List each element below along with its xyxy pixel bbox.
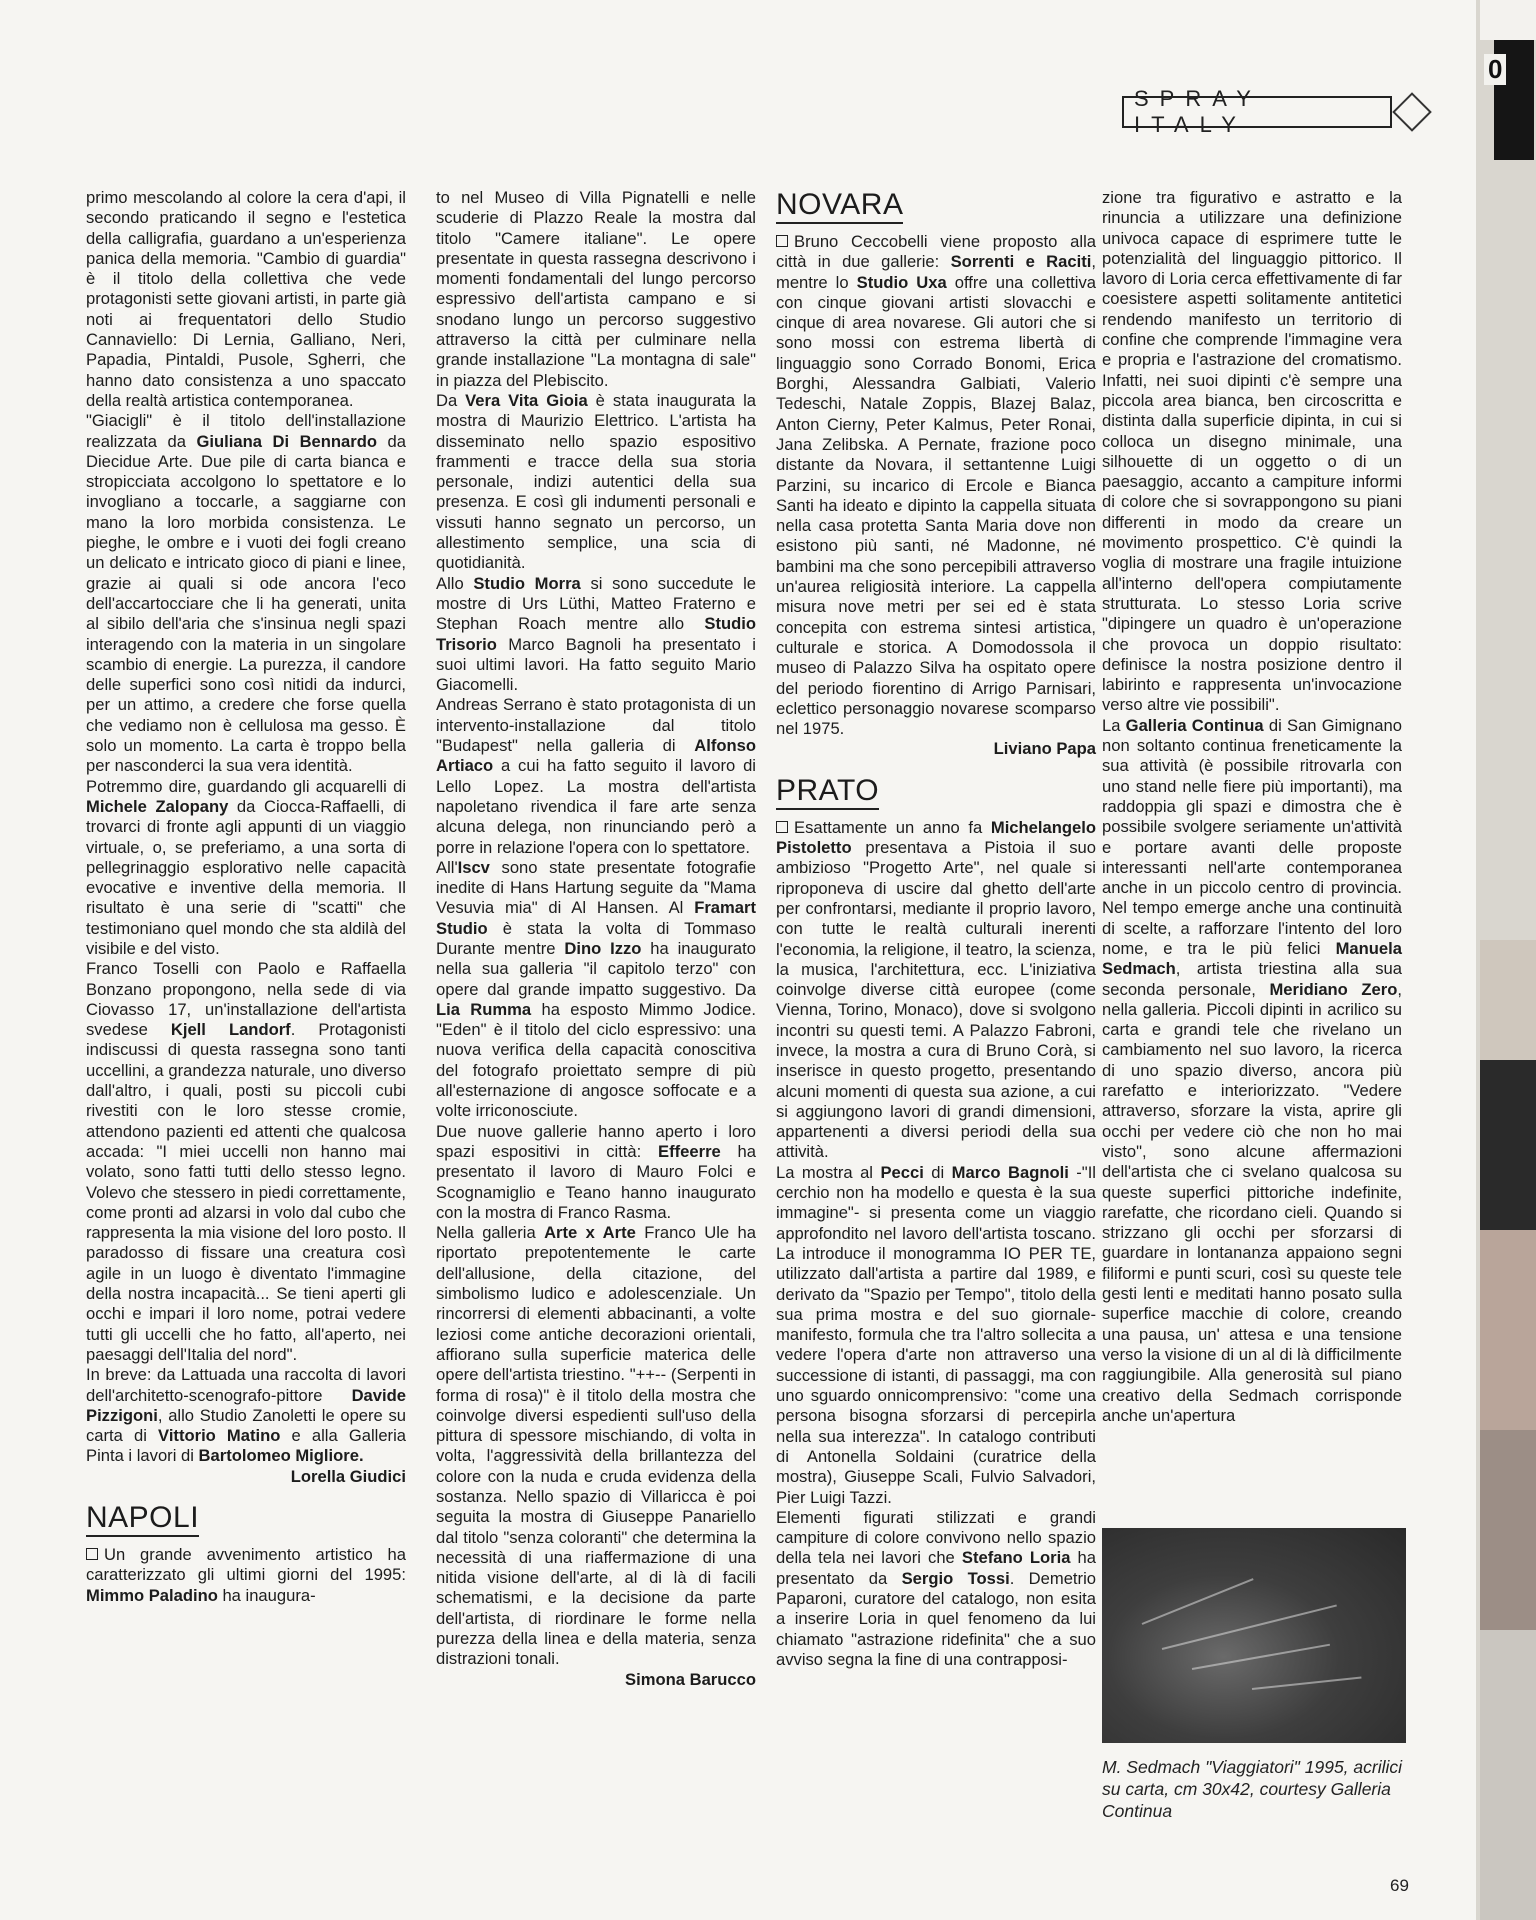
diamond-ornament-icon: [1392, 92, 1432, 132]
col2-paragraph-5: All'Iscv sono state presentate fotografie inedite di Hans Hartung seguite da "Mama Vesuvia mia" di Al Hansen. Al Framart Studio è stata la volta di Tommaso Durante mentre Dino Izzo ha inaugurato nella sua galleria "il capitolo terzo" con opere dal grande impatto suggestivo. Da Lia Rumma ha esposto Mimmo Jodice. "Eden" è il titolo del ciclo espressivo: una nuova verifica della capacità conoscitiva del fotografo proiettato sempre di più all'esternazione di angosce soffocate e a volte irriconosciute.: [436, 857, 757, 1121]
author-signature: Lorella Giudici: [290, 1466, 406, 1486]
col1-paragraph-2: "Giacigli" è il titolo dell'installazione realizzata da Giuliana Di Bennardo da Diecidue Arte. Due pile di carta bianca e stropicciata accolgono lo spettatore e lo invogliano a toccarle, a saggiarne con mano la loro morbida consistenza. Le pieghe, le ombre e i vuoti dei fogli creano un delicato e intricato gioco di piani e linee, grazie ai quali si ode ancora l'eco dell'accartocciare che li ha generati, unita al sibilo dell'aria che s'insinua negli spazi interagendo con la materia in un singolare scambio di energie. La purezza, il candore delle superfici sono così nitidi da indurci, per un attimo, a credere che forse quella che vediamo non è cellulosa ma gesso. È solo un momento. La carta è troppo bella per nasconderci la sua vera identità.: [86, 411, 406, 776]
col4-paragraph-2: La Galleria Continua di San Gimignano non soltanto continua freneticamente la sua attività (è possibile ritrovarla con uno stand nelle fiere più importanti), ma raddoppia gli spazi e dimostra che è possibile svolgere seriamente un'attività e portare avanti delle proposte interessanti nell'arte contemporanea anche in un piccolo centro di provincia. Nel tempo emerge anche una continuità di scelte, a rafforzare l'intento del loro nome, e tra le più felici Manuela Sedmach, artista triestina alla sua seconda personale, Meridiano Zero, nella galleria. Piccoli dipinti in acrilico su carta e grandi tele che rivelano un cambiamento nel suo lavoro, la ricerca di uno spazio diverso, ancora più rarefatto e interiorizzato. "Vedere attraverso, sforzare la vista, aprire gli occhi per vedere ciò che non ho mai visto", sono alcune affermazioni dell'artista che ci svelano qualcosa su queste superfici pittoriche indefinite, rarefatte, che ricordano cieli. Quando si strizzano gli occhi per sforzarsi di guardare in lontananza appaiono segni filiformi e punti scuri, così su queste tele gesti lenti e meditati hanno posato sulla superfice macchie di colore, creando una pausa, un' attesa e una tensione verso la visione di un al di là difficilmente raggiungibile. Alla generosità sul piano creativo della Sedmach corrisponde anche un'apertura: [1102, 715, 1403, 1425]
col2-paragraph-3: Allo Studio Morra si sono succedute le mostre di Urs Lüthi, Matteo Fraterno e Stephan Roach mentre allo Studio Trisorio Marco Bagnoli ha presentato i suoi ultimi lavori. Ha fatto seguito Mario Giacomelli.: [436, 573, 757, 695]
author-signature: Simona Barucco: [625, 1669, 756, 1689]
col3-paragraph-4: Elementi figurati stilizzati e grandi campiture di colore convivono nello spazio della tela nei lavori che Stefano Loria ha presentato da Sergio Tossi. Demetrio Paparoni, curatore del catalogo, non esita a inserire Loria in quel fenomeno da lui chiamato "astrazione ridefinita" che a suo avviso segna la fine di una contrapposi-: [776, 1507, 1097, 1669]
column-3: [776, 176, 1096, 1670]
col2-paragraph-7: Nella galleria Arte x Arte Franco Ule ha riportato prepotentemente le carte dell'allusione, della citazione, del simbolismo ludico e adolescenziale. Un rincorrersi di elementi abbacinanti, a volte leziosi come antiche decorazioni orientali, affiorano sulla superficie materica delle opere dell'artista triestino. "++-- (Serpenti in forma di rosa)" è il titolo della mostra che coinvolge diversi espedienti sull'uso della pittura di spessore mischiando, di volta in volta, l'aggressività della brillantezza del colore con la nuda e cruda evidenza della sostanza. Nello spazio di Villaricca è poi seguita la mostra di Giuseppe Panariello dal titolo "senza coloranti" che determina la necessità di una riaffermazione di una nitida visione dell'arte, al di là di facili schematismi, e la decisione da parte dell'artista, di riordinare le forme nella purezza della linea e della materia, senza distrazioni tonali.: [436, 1223, 756, 1669]
col3-paragraph-1: Bruno Ceccobelli viene proposto alla città in due gallerie: Sorrenti e Raciti, mentre lo Studio Uxa offre una collettiva con cinque giovani artisti slovacchi e cinque di area novarese. Gli autori che si sono mossi con estrema libertà di linguaggio sono Corrado Bonomi, Erica Borghi, Alessandra Galbiati, Valerio Tedeschi, Natale Zoppis, Blazej Balaz, Anton Cierny, Peter Kalmus, Peter Ronai, Jana Zelibska. A Pernate, frazione poco distante da Novara, il settantenne Luigi Parzini, su incarico di Ercole e Bianca Santi ha ideato e dipinto la cappella situata nella casa protetta Santa Maria dove non esistono più santi, né Madonne, né bambini ma che sono percepibili attraverso un'aurea religiosità interiore. La cappella misura nove metri per sei ed è stata concepita con estrema sintesi artistica, culturale e storica. A Domodossola il museo di Palazzo Silva ha ospitato opere del periodo fiorentino di Arrigo Parnisari, eclettico personaggio novarese scomparso nel 1975.: [776, 232, 1096, 739]
col1-paragraph-1: primo mescolando al colore la cera d'api, il secondo praticando il segno e l'estetica della calligrafia, guardano a un'esperienza panica della memoria. "Cambio di guardia" è il titolo della collettiva che vede protagonisti sette giovani artisti, in parte già noti ai frequentatori dello Studio Cannaviello: Di Lernia, Galliano, Neri, Papadia, Pintaldi, Pusole, Sgherri, che hanno dato consistenza a uno spaccato della realtà artistica contemporanea.: [86, 188, 406, 410]
col3-paragraph-3: La mostra al Pecci di Marco Bagnoli -"Il cerchio non ha modello e questa è la sua immagine"- si presenta come un viaggio approfondito nel lavoro dell'artista toscano. La introduce il monogramma IO PER TE, utilizzato dall'artista a partire dal 1989, e derivato da "Spazio per Tempo", titolo della sua prima mostra e del suo giornale-manifesto, formula che tra l'altro sollecita a vedere l'opera d'arte non attraverso una successione di istanti, di passaggi, ma con uno sguardo onnicomprensivo: "come una persona bisogna sforzarsi di percepirla nella sua interezza". In catalogo contributi di Antonella Soldaini (curatrice della mostra), Giuseppe Scali, Fulvio Salvadori, Pier Luigi Tazzi.: [776, 1162, 1096, 1507]
col2-paragraph-2: Da Vera Vita Gioia è stata inaugurata la mostra di Maurizio Elettrico. L'artista ha disseminato nello spazio espositivo frammenti e tracce della sua storia personale, indizi autentici della sua presenza. E così gli indumenti personali e vissuti hanno segnato un percorso, un allestimento semplice, una scia di quotidianità.: [436, 390, 756, 573]
column-2: [436, 188, 756, 1690]
section-header: [1122, 86, 1392, 137]
section-title-prato: PRATO: [776, 776, 879, 810]
col2-paragraph-4: Andreas Serrano è stato protagonista di un intervento-installazione dal titolo "Budapest" nella galleria di Alfonso Artiaco a cui ha fatto seguito il lavoro di Lello Lopez. La mostra dell'artista napoletano rivendica il fare arte senza alcuna delega, non rinunciando però a porre in relazione l'opera con lo spettatore.: [436, 695, 756, 857]
artwork-photo: [1102, 1528, 1406, 1743]
col1-paragraph-6: Un grande avvenimento artistico ha caratterizzato gli ultimi giorni del 1995: Mimmo Paladino ha inaugura-: [86, 1545, 406, 1605]
bullet-square-icon: [776, 235, 788, 247]
col2-paragraph-6: Due nuove gallerie hanno aperto i loro spazi espositivi in città: Effeerre ha presentato il lavoro di Mauro Folci e Scognamiglio e Teano hanno inaugurato con la mostra di Franco Rasma.: [436, 1121, 756, 1222]
section-title-napoli: NAPOLI: [86, 1503, 199, 1537]
col3-paragraph-2: Esattamente un anno fa Michelangelo Pistoletto presentava a Pistoia il suo ambizioso "Progetto Arte", nel quale si riproponeva di uscire dal ghetto dell'arte per confrontarsi, mediante il proprio lavoro, con tutte le realtà culturali inerenti l'economia, la religione, il teatro, la scienza, la musica, l'architettura, ecc. L'iniziativa coinvolge diverse città europee (come Vienna, Torino, Monaco), dove si svolgono incontri su questi temi. A Palazzo Fabroni, invece, la mostra a cura di Bruno Corà, si inserisce in questo progetto, presentando alcuni momenti di questa sua azione, a cui si aggiungono lavori di grandi dimensioni, appartenenti a diversi periodi della sua attività.: [776, 817, 1096, 1162]
adjacent-page-fragment: 0: [1484, 54, 1506, 85]
column-4: [1102, 188, 1402, 1426]
page-number: 69: [1390, 1876, 1409, 1895]
section-title-novara: NOVARA: [776, 190, 903, 224]
author-signature: Liviano Papa: [993, 739, 1096, 759]
section-header-label: SPRAY ITALY: [1134, 86, 1262, 137]
bullet-square-icon: [86, 1548, 98, 1560]
col2-paragraph-1: to nel Museo di Villa Pignatelli e nelle scuderie di Plazzo Reale la mostra dal titolo "Camere italiane". Le opere presentate in questa rassegna descrivono i momenti fondamentali del lungo percorso espressivo dell'artista campano e si snodano lungo un percorso suggestivo attraverso la città per culminare nella grande installazione "La montagna di sale" in piazza del Plebiscito.: [436, 188, 756, 390]
photo-caption: M. Sedmach "Viaggiatori" 1995, acrilici su carta, cm 30x42, courtesy Galleria Continua: [1102, 1757, 1403, 1821]
col4-paragraph-1: zione tra figurativo e astratto e la rinuncia a utilizzare una definizione univoca capace di esprimere tutte le potenzialità del linguaggio pittorico. Il lavoro di Loria cerca effettivamente di far coesistere aspetti solitamente antitetici rendendo manifesto un territorio di confine che comprende l'immagine vera e propria e l'astrazione del cromatismo. Infatti, nei suoi dipinti c'è sempre una piccola area bianca, ben circoscritta e distinta dalla superficie dipinta, in cui si colloca un disegno minimale, una silhouette di un oggetto o di un paesaggio, accanto a campiture informi di colore che si sovrappongono su piani differenti in modo da creare un movimento prospettico. C'è quindi la voglia di mostrare una fragile intuizione all'interno dell'opera compiutamente strutturata. Lo stesso Loria scrive "dipingere un quadro è un'operazione che provoca un doppio risultato: definisce la nostra posizione dentro il labirinto e rappresenta un'invocazione verso altre vie possibili".: [1102, 188, 1402, 715]
adjacent-page-edge: [1476, 0, 1536, 1920]
col1-paragraph-5: In breve: da Lattuada una raccolta di lavori dell'architetto-scenografo-pittore Davide Pizzigoni, allo Studio Zanoletti le opere su carta di Vittorio Matino e alla Galleria Pinta i lavori di Bartolomeo Migliore.: [86, 1365, 406, 1466]
bullet-square-icon: [776, 821, 788, 833]
col1-paragraph-3: Potremmo dire, guardando gli acquarelli di Michele Zalopany da Ciocca-Raffaelli, di trovarci di fronte agli appunti di un viaggio virtuale, o, se preferiamo, a una sorta di pellegrinaggio esplorativo nelle capacità evocative e inventive della memoria. Il risultato è una serie di "scatti" che testimoniano quel mondo che sta aldilà del visibile e del visto.: [86, 776, 406, 958]
column-1: [86, 188, 406, 1606]
col1-paragraph-4: Franco Toselli con Paolo e Raffaella Bonzano propongono, nella sede di via Ciovasso 17, un'installazione dell'artista svedese Kjell Landorf. Protagonisti indiscussi di questa rassegna sono tanti uccellini, a grandezza naturale, uno diverso dall'altro, i quali, posti su piccoli cubi rivestiti con le loro stesse cromie, attendono pazienti ed attenti che qualcosa accada: "I miei uccelli non hanno mai volato, sono fatti tutti dello stesso legno. Volevo che stessero in piedi correttamente, come pronti ad alzarsi in volo dal cubo che rappresenta la mia visione del loro posto. Il paradosso di fissare una creatura così agile in un luogo è diventato l'immagine della nostra incapacità... Se tieni aperti gli occhi e impari il loro nome, potrai vedere tutti gli uccelli che ho fatto, all'aperto, nei paesaggi dell'Italia del nord".: [86, 959, 406, 1364]
